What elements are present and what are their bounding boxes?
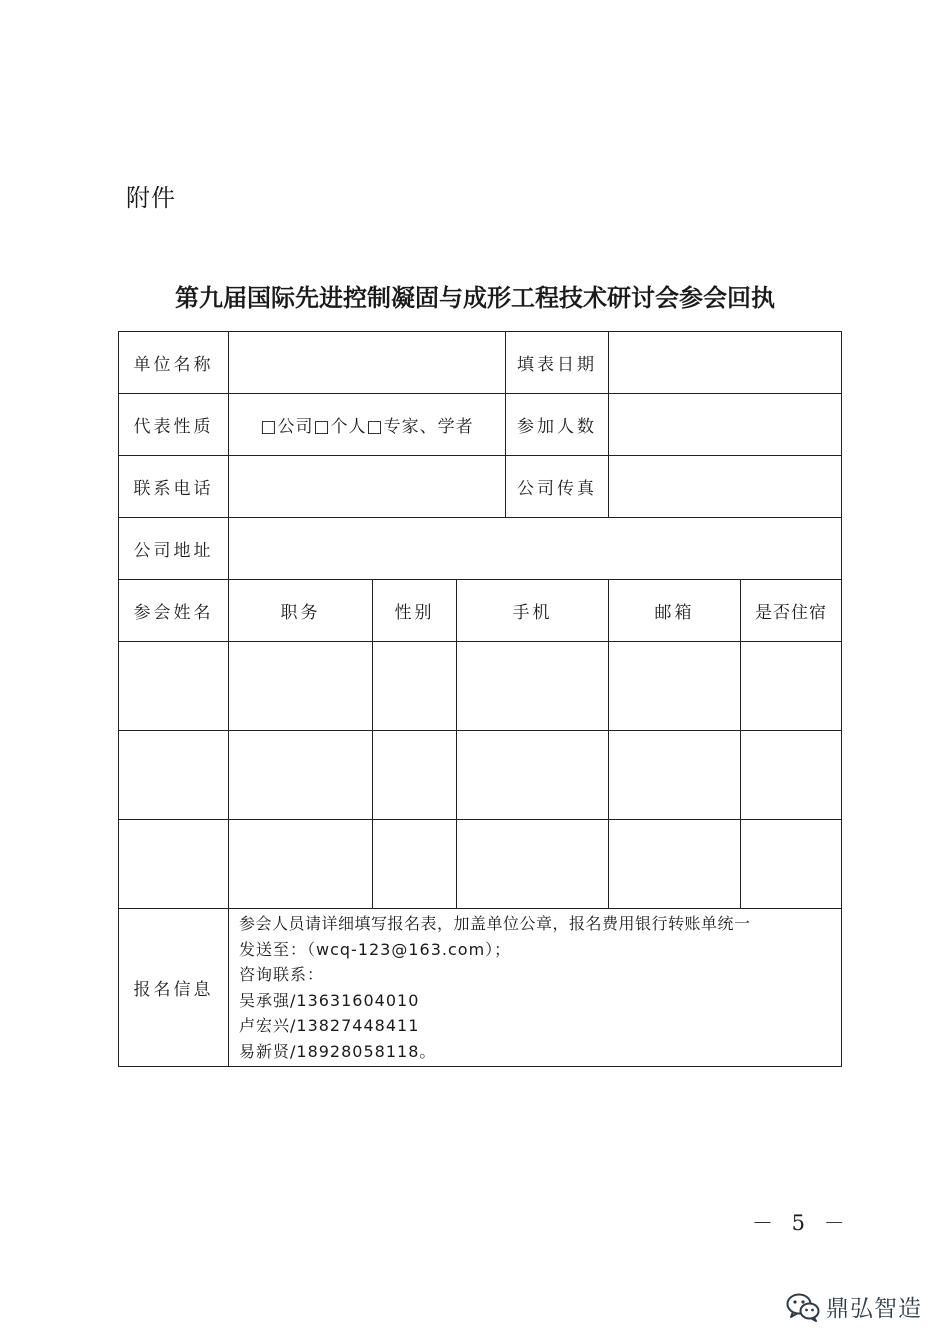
attendee-title-cell[interactable] [229,820,373,909]
attendee-mobile-cell[interactable] [457,642,609,731]
attachment-label: 附件 [126,184,176,212]
registration-info-label: 报名信息 [119,909,229,1067]
attendee-mobile-cell[interactable] [457,820,609,909]
row-phone [119,456,842,518]
unit-name-label: 单位名称 [119,332,229,394]
registration-instruction-line: 参会人员请详细填写报名表，加盖单位公章，报名费用银行转账单统一 [239,914,751,933]
registration-email-line: 发送至：（wcq-123@163.com）； [239,939,512,959]
column-header: 邮箱 [609,580,741,642]
attendee-gender-cell[interactable] [373,642,457,731]
attendee-row [119,820,842,909]
phone-field[interactable] [229,456,506,518]
column-header: 手机 [457,580,609,642]
attendee-email-cell[interactable] [609,820,741,909]
row-address [119,518,842,580]
row-rep-type [119,394,842,456]
fill-date-field[interactable] [609,332,842,394]
participants-field[interactable] [609,394,842,456]
rep-type-options[interactable]: □公司□个人□专家、学者 [229,394,506,456]
fax-field[interactable] [609,456,842,518]
page-number: － 5 － [752,1211,851,1235]
attendee-name-cell[interactable] [119,820,229,909]
attendee-row [119,731,842,820]
column-header: 性别 [373,580,457,642]
column-header: 职务 [229,580,373,642]
attendee-email-cell[interactable] [609,642,741,731]
document-title: 第九届国际先进控制凝固与成形工程技术研讨会参会回执 [175,283,775,312]
column-header: 参会姓名 [119,580,229,642]
registration-info-row [119,909,842,1067]
attendee-name-cell[interactable] [119,642,229,731]
participants-label: 参加人数 [506,394,609,456]
attendee-title-cell[interactable] [229,731,373,820]
contact-line: 卢宏兴/13827448411 [239,1016,420,1035]
attendee-lodging-cell[interactable] [741,731,842,820]
unit-name-field[interactable] [229,332,506,394]
column-header: 是否住宿 [741,580,842,642]
row-unit [119,332,842,394]
attendee-mobile-cell[interactable] [457,731,609,820]
attendee-header-row [119,580,842,642]
attendee-lodging-cell[interactable] [741,642,842,731]
fill-date-label: 填表日期 [506,332,609,394]
contact-line: 易新贤/18928058118。 [239,1041,437,1061]
wechat-icon [786,1292,820,1322]
contact-heading: 咨询联系： [239,965,325,984]
attendee-title-cell[interactable] [229,642,373,731]
watermark [786,1290,922,1323]
contact-line: 吴承强/13631604010 [239,990,420,1010]
attendee-gender-cell[interactable] [373,820,457,909]
attendee-lodging-cell[interactable] [741,820,842,909]
attendee-row [119,642,842,731]
attendee-gender-cell[interactable] [373,731,457,820]
registration-form-table [118,331,842,1067]
rep-type-label: 代表性质 [119,394,229,456]
registration-info-content [229,909,842,1067]
address-field[interactable] [229,518,842,580]
watermark-text: 鼎弘智造 [826,1296,922,1322]
phone-label: 联系电话 [119,456,229,518]
attendee-email-cell[interactable] [609,731,741,820]
attendee-name-cell[interactable] [119,731,229,820]
fax-label: 公司传真 [506,456,609,518]
address-label: 公司地址 [119,518,229,580]
